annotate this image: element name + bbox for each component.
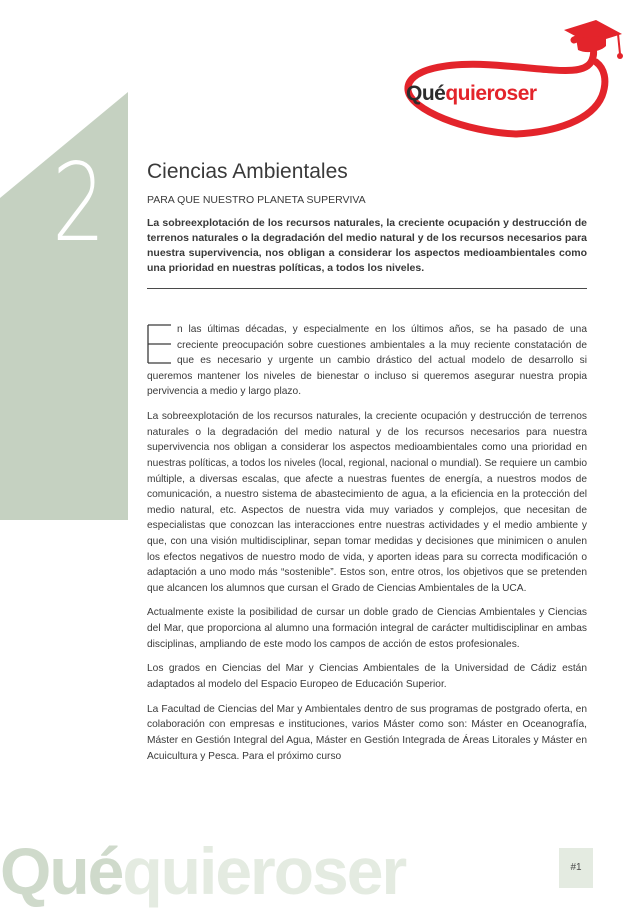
body-paragraph-4: Los grados en Ciencias del Mar y Ciencias Ambientales de la Universidad de Cádiz están adaptados al modelo del Espacio Europeo de Educación Superior. — [147, 663, 587, 691]
footer-watermark-dark: Qué — [0, 834, 123, 908]
article-body — [147, 322, 587, 773]
page-subtitle: PARA QUE NUESTRO PLANETA SUPERVIVA — [147, 194, 366, 206]
page-title: Ciencias Ambientales — [147, 160, 348, 183]
chapter-number: 2 — [52, 141, 103, 266]
body-paragraph-1: n las últimas décadas, y especialmente en los últimos años, se ha pasado de una creciente preocupación sobre cuestiones ambientales a la muy reciente constatación de que es necesario y urgente un cambio drástico del actual modelo de desarrollo si queremos mantener los niveles de bienestar o incluso si queremos asegurar nuestra propia pervivencia a medio y largo plazo. — [147, 324, 587, 398]
logo-word-dark: Qué — [406, 82, 446, 105]
first-paragraph-block — [147, 322, 587, 400]
lead-paragraph: La sobreexplotación de los recursos naturales, la creciente ocupación y destrucción de terrenos naturales o la degradación del medio natural y de los recursos necesarios para nuestra supervivencia, nos obligan a considerar los aspectos medioambientales como una prioridad en nuestras políticas, a todos los niveles. — [147, 217, 587, 274]
logo-wordmark — [406, 82, 537, 106]
logo-word-red: quieroser — [445, 82, 537, 105]
logo-heart-graduation-cap-icon — [396, 20, 626, 140]
body-paragraph-5: La Facultad de Ciencias del Mar y Ambientales dentro de sus programas de postgrado oferta, en colaboración con empresas e instituciones, varios Máster como son: Máster en Oceanografía, Máster en Gestión Integral del Agua, Máster en Gestión Integrada de Áreas Litorales y Máster en Acuicultura y Pesca. Para el próximo curso — [147, 703, 587, 762]
dropcap-e-icon — [147, 324, 171, 364]
body-paragraph-3: Actualmente existe la posibilidad de cursar un doble grado de Ciencias Ambientales y Ciencias del Mar, que proporciona al alumno una formación integral de carácter multidisciplinar en ambas disciplinas, ampliando de este modo los campos de acción de estos profesionales. — [147, 607, 587, 650]
body-paragraph-2: La sobreexplotación de los recursos naturales, la creciente ocupación y destrucción de terrenos naturales o la degradación del medio natural y de los recursos necesarios para nuestra supervivencia nos obligan a considerar los aspectos medioambientales como una prioridad en nuestras políticas, a todos los niveles (local, regional, nacional o mundial). Se requiere un cambio múltiple, a diversas escalas, que afecte a nuestras fuentes de energía, a nuestros modos de comunicación, a nuestro sistema de abastecimiento de agua, a la eficiencia en la protección del medio natural, etc. Aspectos de nuestra vida muy variados y complejos, que necesitan de especialistas que conozcan las interacciones entre nuestras actividades y el medio ambiente y que, con una visión multidisciplinar, sepan tomar medidas y decisiones que minimicen o anulen los efectos negativos de nuestro modo de vida, y aporten ideas para su correcta modificación o adaptación a uno modo más “sostenible”. Estos son, entre otros, los objetivos que se pretenden que alcancen los alumnos que cursan el Grado de Ciencias Ambientales de la UCA. — [147, 411, 588, 594]
article-header — [147, 160, 587, 301]
divider — [147, 288, 587, 289]
page-number: #1 — [559, 848, 593, 888]
footer-watermark — [0, 834, 470, 908]
brand-logo — [396, 20, 626, 140]
footer-watermark-light: quieroser — [122, 834, 406, 908]
dropcap-letter — [147, 324, 171, 364]
